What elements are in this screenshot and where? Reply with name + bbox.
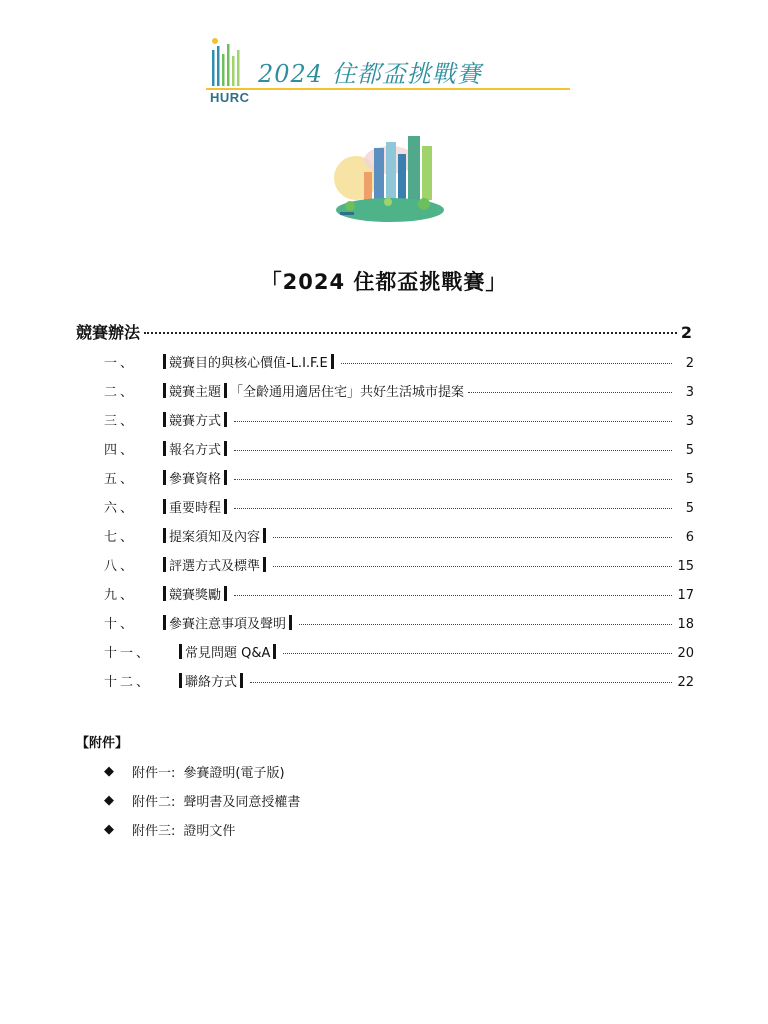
attachment-text: 聲明書及同意授權書 xyxy=(183,795,301,810)
toc-leader-dots xyxy=(234,450,672,451)
attachment-text: 證明文件 xyxy=(183,824,236,839)
attachments-heading: 【附件】 xyxy=(76,736,129,751)
toc-item-label: 參賽注意事項及聲明 xyxy=(160,613,295,632)
attachment-text: 參賽證明(電子版) xyxy=(183,766,285,781)
logo-text: HURC xyxy=(210,90,250,105)
toc-item-number: 七、 xyxy=(104,530,137,545)
toc-item-number: 十二、 xyxy=(104,675,153,690)
header-banner xyxy=(206,36,570,108)
toc-item-label: 聯絡方式 xyxy=(176,671,246,690)
toc-item-label: 競賽主題 「全齡通用適居住宅」共好生活城市提案 xyxy=(160,381,464,400)
toc-item-label: 評選方式及標準 xyxy=(160,555,269,574)
toc-item-page: 5 xyxy=(685,443,694,458)
toc-main-page: 2 xyxy=(680,323,692,342)
toc-item-number: 三、 xyxy=(104,414,137,429)
attachment-item[interactable] xyxy=(104,762,285,781)
toc-item-label: 重要時程 xyxy=(160,497,230,516)
toc-leader-dots xyxy=(468,392,672,393)
toc-item-page: 15 xyxy=(677,559,694,574)
header-title: 2024 住都盃挑戰賽 xyxy=(258,60,482,88)
toc-item-page: 3 xyxy=(685,414,694,429)
toc-leader-dots xyxy=(234,479,672,480)
toc-item[interactable] xyxy=(104,381,694,400)
diamond-bullet-icon: ◆ xyxy=(104,822,114,837)
toc-item[interactable] xyxy=(104,439,694,458)
attachment-prefix: 附件一: xyxy=(132,766,176,781)
attachment-prefix: 附件三: xyxy=(132,824,176,839)
toc-item[interactable] xyxy=(104,410,694,429)
toc-item[interactable] xyxy=(104,584,694,603)
toc-item-label: 常見問題 Q&A xyxy=(176,642,279,661)
toc-main-entry[interactable] xyxy=(76,320,692,343)
toc-leader-dots xyxy=(234,595,672,596)
toc-item[interactable] xyxy=(104,352,694,371)
toc-item[interactable] xyxy=(104,497,694,516)
toc-leader-dots xyxy=(341,363,672,364)
toc-leader-dots xyxy=(283,653,672,654)
toc-leader-dots xyxy=(250,682,672,683)
toc-leader-dots xyxy=(299,624,672,625)
toc-item[interactable] xyxy=(104,671,694,690)
attachment-item[interactable] xyxy=(104,791,300,810)
toc-item-page: 22 xyxy=(677,675,694,690)
toc-item-number: 六、 xyxy=(104,501,137,516)
toc-item[interactable] xyxy=(104,642,694,661)
toc-item-number: 十一、 xyxy=(104,646,153,661)
toc-main-label: 競賽辦法 xyxy=(76,323,141,342)
toc-item-page: 18 xyxy=(677,617,694,632)
diamond-bullet-icon: ◆ xyxy=(104,764,114,779)
toc-item-label: 報名方式 xyxy=(160,439,230,458)
toc-item-page: 20 xyxy=(677,646,694,661)
toc-item-label: 提案須知及內容 xyxy=(160,526,269,545)
document-title: 「2024 住都盃挑戰賽」 xyxy=(260,270,508,294)
toc-item-page: 3 xyxy=(685,385,694,400)
toc-item[interactable] xyxy=(104,555,694,574)
toc-item[interactable] xyxy=(104,468,694,487)
diamond-bullet-icon: ◆ xyxy=(104,793,114,808)
toc-item[interactable] xyxy=(104,526,694,545)
toc-item-page: 6 xyxy=(685,530,694,545)
toc-item-label: 競賽獎勵 xyxy=(160,584,230,603)
toc-item-number: 二、 xyxy=(104,385,137,400)
hurc-logo-icon xyxy=(206,36,254,92)
attachment-item[interactable] xyxy=(104,820,235,839)
toc-item-number: 五、 xyxy=(104,472,137,487)
toc-item-number: 九、 xyxy=(104,588,137,603)
attachment-prefix: 附件二: xyxy=(132,795,176,810)
toc-item-page: 5 xyxy=(685,472,694,487)
toc-item-number: 四、 xyxy=(104,443,137,458)
toc-item-page: 2 xyxy=(685,356,694,371)
toc-item-label: 競賽方式 xyxy=(160,410,230,429)
toc-item-page: 5 xyxy=(685,501,694,516)
toc-item-page: 17 xyxy=(677,588,694,603)
toc-item-number: 一、 xyxy=(104,356,137,371)
toc-leader-dots xyxy=(144,332,677,334)
toc-leader-dots xyxy=(273,537,672,538)
toc-item[interactable] xyxy=(104,613,694,632)
toc-item-label: 參賽資格 xyxy=(160,468,230,487)
toc-leader-dots xyxy=(273,566,672,567)
toc-leader-dots xyxy=(234,508,672,509)
city-illustration-icon xyxy=(328,132,450,228)
header-divider xyxy=(206,88,570,90)
toc-item-number: 八、 xyxy=(104,559,137,574)
toc-leader-dots xyxy=(234,421,672,422)
toc-item-number: 十、 xyxy=(104,617,137,632)
toc-item-label: 競賽目的與核心價值-L.I.F.E xyxy=(160,352,337,371)
